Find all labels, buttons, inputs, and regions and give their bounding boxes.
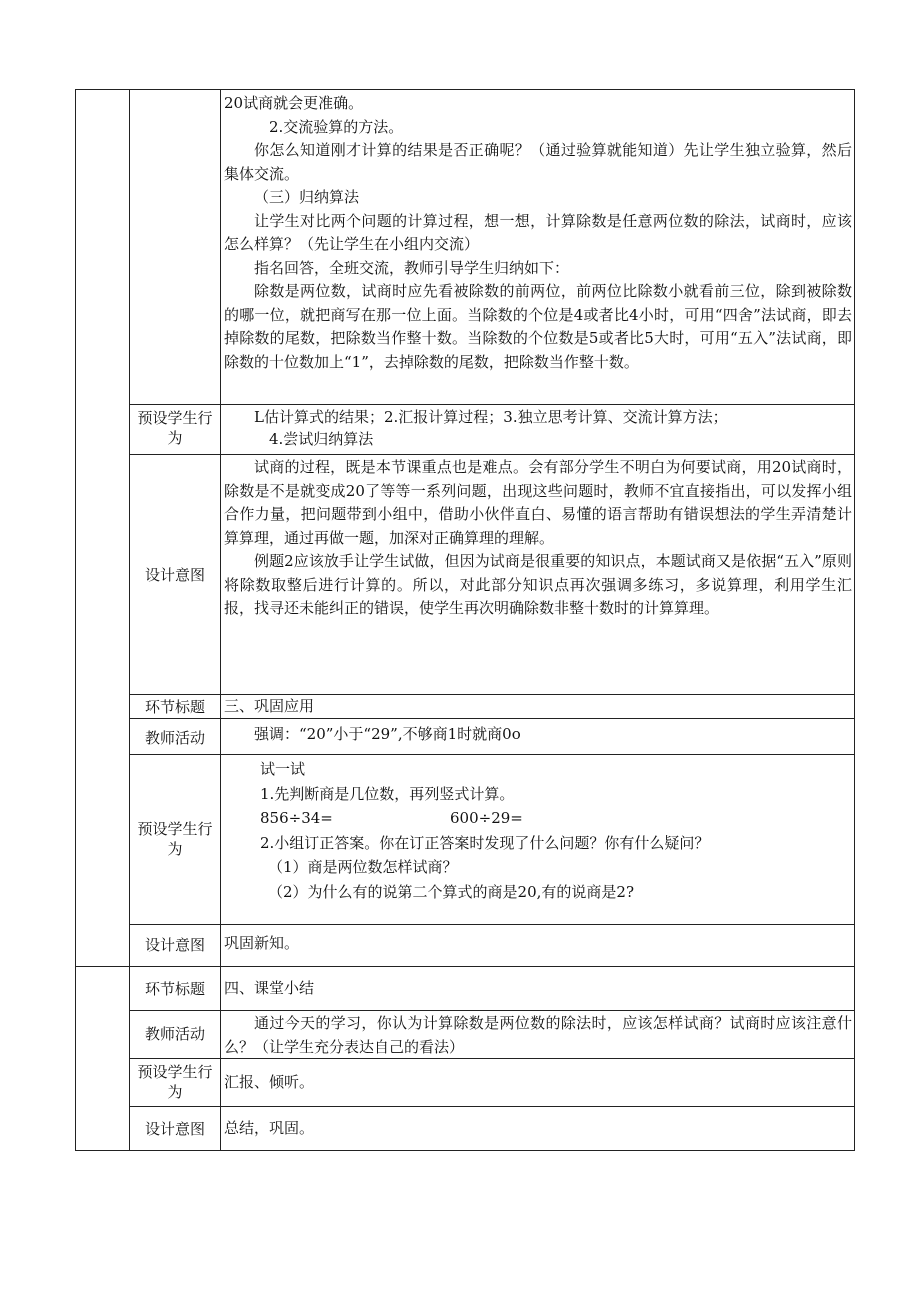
section2-design-content (224, 456, 852, 621)
section3-title: 三、巩固应用 (224, 697, 315, 715)
row-label-title: 环节标题 (144, 698, 205, 716)
section-divider (75, 966, 855, 967)
content-paragraph: 你怎么知道刚才计算的结果是否正确呢？（通过验算就能知道）先让学生独立验算，然后集体交流。 (224, 141, 852, 183)
row-divider (129, 404, 855, 405)
row-divider (129, 1010, 855, 1011)
section4-student: 汇报、倾听。 (224, 1073, 315, 1091)
content-line: 1.先判断商是几位数，再列竖式计算。 (260, 784, 515, 803)
row-label-teacher: 教师活动 (144, 729, 205, 747)
content-line: 试一试 (260, 760, 306, 778)
row-label-design: 设计意图 (144, 1120, 205, 1138)
section3-teacher: 强调：“20”小于“29”,不够商1时就商0o (254, 725, 521, 743)
section3-student (224, 757, 852, 923)
row-label-design: 设计意图 (144, 566, 205, 584)
row-divider (129, 754, 855, 755)
row-divider (129, 924, 855, 925)
content-paragraph: 试商的过程，既是本节课重点也是难点。会有部分学生不明白为何要试商，用20试商时，除数是不是就变成20了等等一系列问题，出现这些问题时，教师不宜直接指出，可以发挥小组合作力量，把问题带到小组中，借助小伙伴直白、易懂的语言帮助有错误想法的学生弄清楚计算算理，通过再做一题，加深对正确算理的理解。 (224, 458, 852, 547)
row-label-student: 预设学生行为 (137, 820, 213, 858)
expression-row (224, 806, 852, 831)
content-paragraph: 例题2应该放手让学生试做，但因为试商是很重要的知识点，本题试商又是依据“五入”原则将除数取整后进行计算的。所以，对此部分知识点再次强调多练习，多说算理，利用学生汇报，找寻还未能纠正的错误，使学生再次明确除数非整十数时的计算算理。 (224, 552, 852, 617)
content-line: L估计算式的结果；2.汇报计算过程；3.独立思考计算、交流计算方法； (254, 408, 728, 426)
row-label-student: 预设学生行为 (137, 409, 213, 447)
content-line: 20试商就会更准确。 (224, 94, 364, 112)
expression: 600÷29= (450, 809, 523, 827)
content-paragraph: 指名回答，全班交流，教师引导学生归纳如下： (254, 258, 570, 277)
content-line: （2）为什么有的说第二个算式的商是20,有的说商是2? (268, 882, 634, 901)
content-paragraph: 除数是两位数，试商时应先看被除数的前两位，前两位比除数小就看前三位，除到被除数的哪一位，就把商写在那一位上面。当除数的个位是4或者比4小时，可用“四舍”法试商，即去掉除数的尾数，把除数当作整十数。当除数的个位数是5或者比5大时，可用“五入”法试商，即除数的十位数加上“1”，去掉除数的尾数，把除数当作整十数。 (224, 282, 852, 371)
section3-design: 巩固新知。 (224, 934, 300, 952)
col-divider-1 (129, 89, 130, 1151)
content-line: 2.交流验算的方法。 (269, 117, 404, 136)
content-line: 4.尝试归纳算法 (269, 430, 374, 448)
row-label-title: 环节标题 (144, 980, 205, 998)
content-line: 2.小组订正答案。你在订正答案时发现了什么问题？你有什么疑问？ (260, 833, 710, 852)
row-label-teacher: 教师活动 (144, 1025, 205, 1043)
section4-teacher: 通过今天的学习，你认为计算除数是两位数的除法时，应该怎样试商？试商时应该注意什么？（让学生充分表达自己的看法） (224, 1014, 852, 1056)
content-subheading: （三）归纳算法 (254, 188, 360, 206)
expression: 856÷34= (260, 809, 333, 827)
section4-design: 总结，巩固。 (224, 1119, 315, 1137)
content-line: （1）商是两位数怎样试商？ (268, 858, 458, 876)
row-divider (129, 454, 855, 455)
row-label-student: 预设学生行为 (137, 1063, 213, 1101)
section2-student-content (224, 406, 852, 450)
content-paragraph: 让学生对比两个问题的计算过程，想一想，计算除数是任意两位数的除法，试商时，应该怎么样算？（先让学生在小组内交流） (224, 211, 852, 253)
row-divider (129, 1106, 855, 1107)
section2-teacher-content (224, 92, 852, 374)
col-divider-2 (220, 89, 221, 1151)
row-label-design: 设计意图 (144, 936, 205, 954)
section4-title: 四、课堂小结 (224, 979, 315, 997)
